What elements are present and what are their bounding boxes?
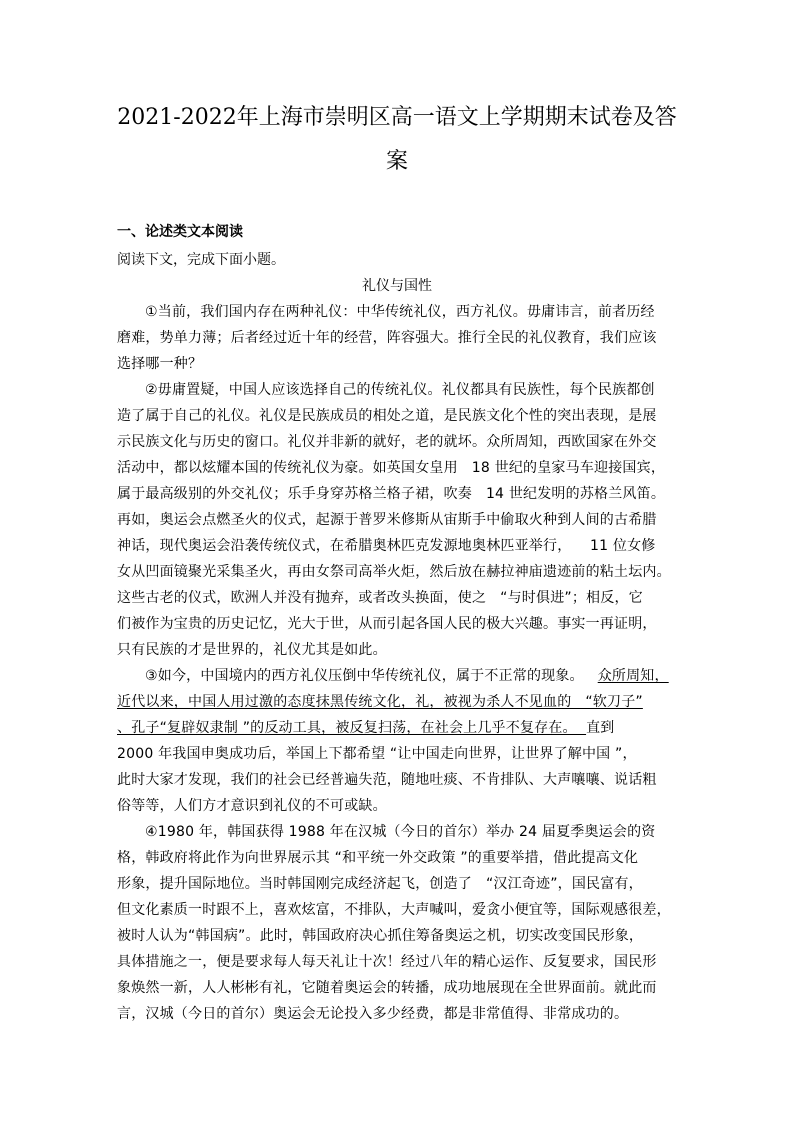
paragraph-1-line: 选择哪一种？ xyxy=(117,356,203,372)
paragraph-4-line: 形象，提升国际地位。当时韩国刚完成经济起飞，创造了 “汉江奇迹”，国民富有， xyxy=(117,876,643,892)
paragraph-3-line xyxy=(145,667,669,685)
paragraph-1-line: ①当前，我们国内存在两种礼仪：中华传统礼仪，西方礼仪。毋庸讳言，前者历经 xyxy=(145,304,655,320)
paragraph-4-line: 但文化素质一时跟不上，喜欢炫富，不排队，大声喊叫，爱贪小便宜等，国际观感很差， xyxy=(117,902,671,918)
paragraph-3-line: 2000 年我国申奥成功后，举国上下都希望 “让中国走向世界，让世界了解中国 ”， xyxy=(117,746,637,762)
paragraph-2-line: 们被作为宝贵的历史记忆，光大于世，从而引起各国人民的极大兴趣。事实一再证明， xyxy=(117,616,657,632)
paragraph-1-line: 磨难，势单力薄；后者经过近十年的经营，阵容强大。推行全民的礼仪教育，我们应该 xyxy=(117,330,657,346)
instruction-text: 阅读下文，完成下面小题。 xyxy=(117,252,285,268)
paragraph-4-line: 格，韩政府将此作为向世界展示其 “和平统一外交政策 ”的重要举措，借此提高文化 xyxy=(117,850,639,866)
paragraph-2-line: 神话，现代奥运会沿袭传统仪式，在希腊奥林匹克发源地奥林匹亚举行， 11 位女修 xyxy=(117,538,656,554)
paragraph-2-line: 示民族文化与历史的窗口。礼仪并非新的就好，老的就坏。众所周知，西欧国家在外交 xyxy=(117,434,657,450)
paragraph-2-line: 女从凹面镜聚光采集圣火，再由女祭司高举火炬，然后放在赫拉神庙遗迹前的粘土坛内。 xyxy=(117,564,671,580)
paragraph-3-line: 俗等等，人们方才意识到礼仪的不可或缺。 xyxy=(117,798,387,814)
article-title: 礼仪与国性 xyxy=(362,278,432,294)
section-heading: 一、论述类文本阅读 xyxy=(117,224,243,240)
paragraph-2-line: 活动中，都以炫耀本国的传统礼仪为豪。如英国女皇用 18 世纪的皇家马车迎接国宾， xyxy=(117,460,666,476)
paragraph-4-line: ④1980 年，韩国获得 1988 年在汉城（今日的首尔）举办 24 届夏季奥运会的资 xyxy=(145,824,656,840)
paragraph-2-line: 造了属于自己的礼仪。礼仪是民族成员的相处之道，是民族文化个性的突出表现，是展 xyxy=(117,408,657,424)
document-title-continued: 案 xyxy=(385,149,408,174)
paragraph-4-line: 被时人认为“韩国病”。此时，韩国政府决心抓住筹备奥运之机，切实改变国民形象， xyxy=(117,928,644,944)
underlined-text: 近代以来，中国人用过激的态度抹黑传统文化，礼，被视为杀人不见血的 “软刀子” xyxy=(117,694,643,710)
paragraph-3-line xyxy=(117,719,614,737)
paragraph-3-plain-text: 直到 xyxy=(586,720,615,736)
paragraph-2-line: ②毋庸置疑，中国人应该选择自己的传统礼仪。礼仪都具有民族性，每个民族都创 xyxy=(145,382,655,398)
paragraph-2-line: 再如，奥运会点燃圣火的仪式，起源于普罗米修斯从宙斯手中偷取火种到人间的古希腊 xyxy=(117,512,657,528)
document-title: 2021-2022年上海市崇明区高一语文上学期期末试卷及答 xyxy=(117,105,677,130)
paragraph-3-plain-text: ③如今，中国境内的西方礼仪压倒中华传统礼仪，属于不正常的现象。 xyxy=(145,668,598,684)
underlined-text: 、孔子“复辟奴隶制 ”的反动工具，被反复扫荡，在社会上几乎不复存在。 xyxy=(117,720,587,736)
paragraph-2-line: 这些古老的仪式，欧洲人并没有抛弃，或者改头换面，使之 “与时俱进”；相反，它 xyxy=(117,590,643,606)
paragraph-4-line: 象焕然一新，人人彬彬有礼，它随着奥运会的转播，成功地展现在全世界面前。就此而 xyxy=(117,980,657,996)
paragraph-3-line: 此时大家才发现，我们的社会已经普遍失范，随地吐痰、不肯排队、大声嚷嚷、说话粗 xyxy=(117,772,657,788)
paragraph-2-line: 属于最高级别的外交礼仪；乐手身穿苏格兰格子裙，吹奏 14 世纪发明的苏格兰风笛。 xyxy=(117,486,666,502)
underlined-text: 众所周知， xyxy=(597,668,669,684)
paragraph-4-line: 言，汉城（今日的首尔）奥运会无论投入多少经费，都是非常值得、非常成功的。 xyxy=(117,1006,629,1022)
paragraph-3-line xyxy=(117,693,643,711)
paragraph-2-line: 只有民族的才是世界的，礼仪尤其是如此。 xyxy=(117,642,387,658)
paragraph-4-line: 具体措施之一，便是要求每人每天礼让十次！经过八年的精心运作、反复要求，国民形 xyxy=(117,954,657,970)
